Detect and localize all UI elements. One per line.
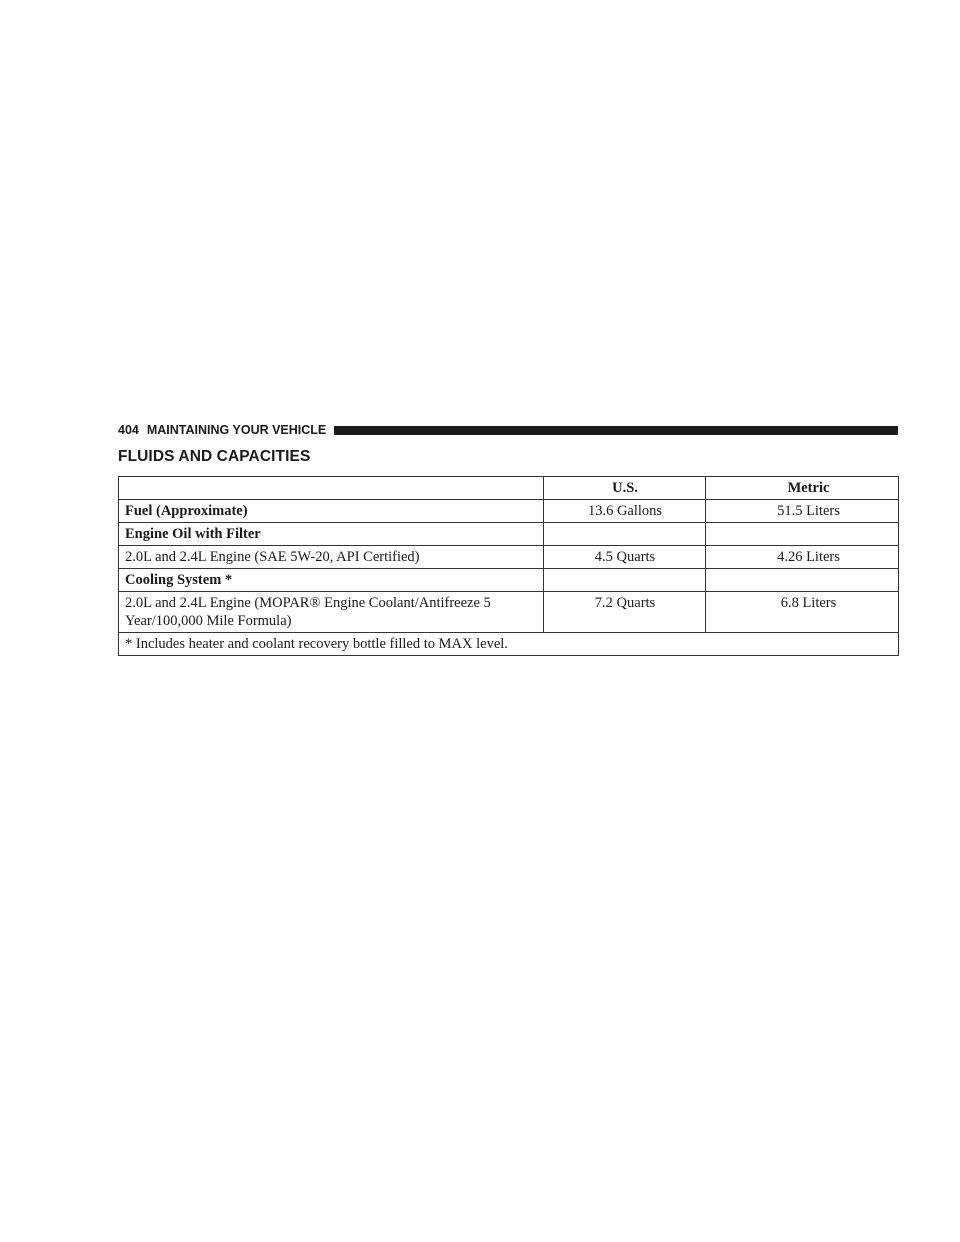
running-header-title: MAINTAINING YOUR VEHICLE <box>146 423 327 437</box>
row-label: Fuel (Approximate) <box>119 500 544 523</box>
row-label: 2.0L and 2.4L Engine (MOPAR® Engine Coolant/Antifreeze 5 Year/100,000 Mile Formula) <box>119 592 544 633</box>
row-label: 2.0L and 2.4L Engine (SAE 5W-20, API Certified) <box>119 546 544 569</box>
row-metric-value: 6.8 Liters <box>706 592 899 633</box>
column-header-us: U.S. <box>544 477 706 500</box>
row-metric-value <box>706 569 899 592</box>
page-header <box>118 421 898 439</box>
page-number: 404 <box>118 423 139 437</box>
row-label: Engine Oil with Filter <box>119 523 544 546</box>
row-us-value <box>544 523 706 546</box>
table-header-row <box>119 477 899 500</box>
row-metric-value: 51.5 Liters <box>706 500 899 523</box>
row-metric-value: 4.26 Liters <box>706 546 899 569</box>
row-us-value: 13.6 Gallons <box>544 500 706 523</box>
row-us-value: 7.2 Quarts <box>544 592 706 633</box>
table-row <box>119 592 899 633</box>
table-footnote-row <box>119 633 899 656</box>
section-title: FLUIDS AND CAPACITIES <box>118 448 311 465</box>
table-row <box>119 546 899 569</box>
row-us-value <box>544 569 706 592</box>
table-footnote: * Includes heater and coolant recovery bottle filled to MAX level. <box>119 633 899 656</box>
table-row <box>119 500 899 523</box>
header-rule <box>334 426 898 435</box>
column-header-description <box>119 477 544 500</box>
row-us-value: 4.5 Quarts <box>544 546 706 569</box>
column-header-metric: Metric <box>706 477 899 500</box>
row-metric-value <box>706 523 899 546</box>
row-label: Cooling System * <box>119 569 544 592</box>
table-row <box>119 523 899 546</box>
table-row <box>119 569 899 592</box>
fluids-capacities-table <box>118 476 899 656</box>
